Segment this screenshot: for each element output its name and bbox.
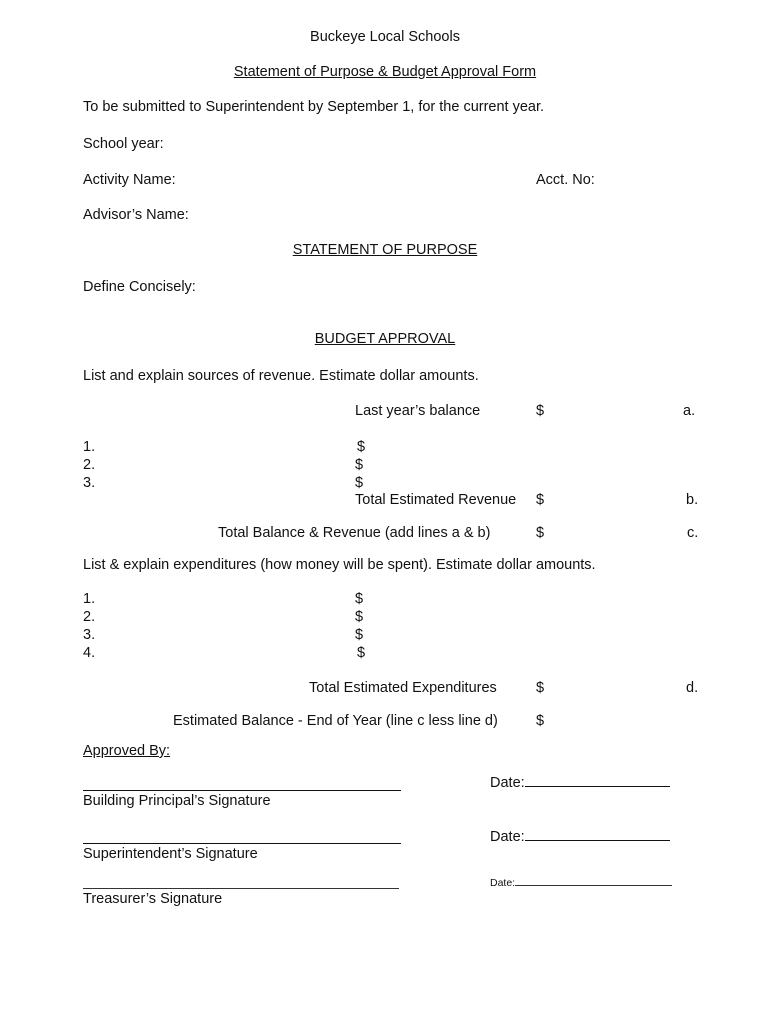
revenue-item-number: 3. [83,475,96,491]
dollar-sign: $ [536,403,545,419]
submission-instruction: To be submitted to Superintendent by September 1, for the current year. [83,99,545,115]
superintendent-date-field[interactable] [490,830,670,845]
total-expenditures-label: Total Estimated Expenditures [309,680,497,696]
budget-heading: BUDGET APPROVAL [314,331,456,347]
expenditure-item-number: 2. [83,609,96,625]
date-line[interactable] [525,785,670,787]
last-year-balance-label: Last year’s balance [355,403,481,419]
superintendent-signature-label: Superintendent’s Signature [83,846,258,862]
purpose-heading: STATEMENT OF PURPOSE [292,242,478,258]
date-label: Date: [490,775,525,791]
revenue-item-number: 2. [83,457,96,473]
dollar-sign: $ [355,475,364,491]
approved-by-heading: Approved By: [83,743,171,759]
activity-name-label: Activity Name: [83,172,176,188]
date-label: Date: [490,877,516,889]
dollar-sign: $ [355,457,364,473]
treasurer-signature-label: Treasurer’s Signature [83,891,223,907]
line-c-marker: c. [687,525,699,541]
dollar-sign: $ [357,439,366,455]
total-balance-revenue-label: Total Balance & Revenue (add lines a & b) [218,525,491,541]
dollar-sign: $ [355,609,364,625]
dollar-sign: $ [536,525,545,541]
date-line[interactable] [515,884,672,886]
dollar-sign: $ [357,645,366,661]
dollar-sign: $ [536,713,545,729]
superintendent-signature-line[interactable] [83,843,401,844]
form-title: Statement of Purpose & Budget Approval Form [233,64,537,80]
estimated-balance-label: Estimated Balance - End of Year (line c less line d) [173,713,498,729]
define-concisely-label: Define Concisely: [83,279,196,295]
expenditure-instruction: List & explain expenditures (how money will be spent). Estimate dollar amounts. [83,557,596,573]
school-year-label: School year: [83,136,164,152]
date-line[interactable] [525,839,670,841]
dollar-sign: $ [536,492,545,508]
dollar-sign: $ [355,591,364,607]
expenditure-item-number: 3. [83,627,96,643]
line-a-marker: a. [683,403,696,419]
expenditure-item-number: 4. [83,645,96,661]
dollar-sign: $ [536,680,545,696]
expenditure-item-number: 1. [83,591,96,607]
total-revenue-label: Total Estimated Revenue [355,492,517,508]
advisor-name-label: Advisor’s Name: [83,207,189,223]
dollar-sign: $ [355,627,364,643]
principal-date-field[interactable] [490,776,670,791]
line-d-marker: d. [686,680,699,696]
principal-signature-line[interactable] [83,790,401,791]
line-b-marker: b. [686,492,699,508]
treasurer-date-field[interactable] [490,878,672,889]
revenue-instruction: List and explain sources of revenue. Estimate dollar amounts. [83,368,479,384]
revenue-item-number: 1. [83,439,96,455]
principal-signature-label: Building Principal’s Signature [83,793,271,809]
date-label: Date: [490,829,525,845]
treasurer-signature-line[interactable] [83,888,399,889]
school-name: Buckeye Local Schools [310,29,460,45]
acct-no-label: Acct. No: [536,172,595,188]
